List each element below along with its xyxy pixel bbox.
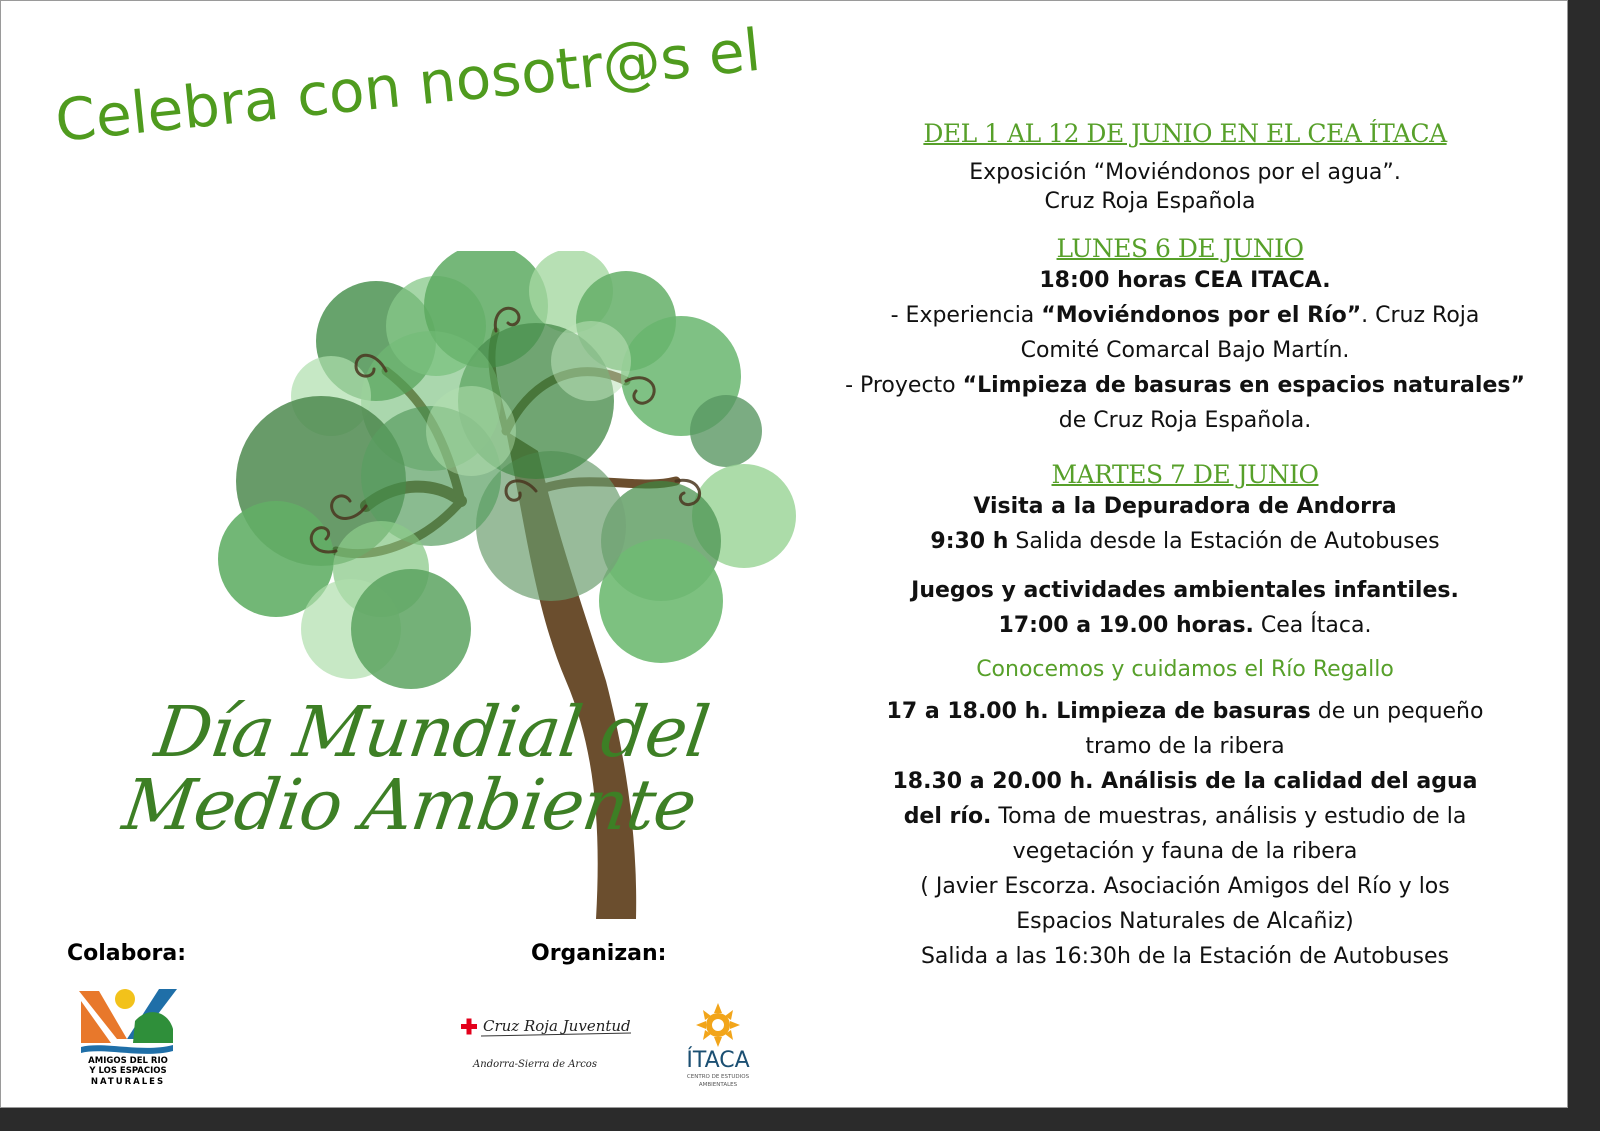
section-3-c4: del río. Toma de muestras, análisis y estudio de la	[903, 804, 1467, 829]
headline: Celebra con nosotr@s el	[52, 15, 764, 155]
section-1-heading: DEL 1 AL 12 DE JUNIO EN EL CEA ÍTACA	[923, 119, 1447, 148]
section-2-heading: LUNES 6 DE JUNIO	[1056, 234, 1304, 263]
schedule	[813, 119, 1557, 974]
section-1-12-junio	[813, 119, 1557, 216]
section-3-visit: Visita a la Depuradora de Andorra	[973, 494, 1397, 519]
section-martes	[813, 460, 1557, 974]
amigos-del-rio-logo	[73, 981, 183, 1089]
cruz-roja-juventud-logo	[453, 1011, 633, 1073]
section-2-line-4: de Cruz Roja Española.	[1058, 408, 1312, 433]
amigos-logo-text-2: Y LOS ESPACIOS	[89, 1066, 167, 1076]
event-title-line2: Medio Ambiente	[118, 763, 701, 846]
amigos-logo-text-1: AMIGOS DEL RIO	[88, 1056, 168, 1066]
cruz-roja-sub: Andorra-Sierra de Arcos	[473, 1059, 597, 1070]
section-2-line-3: - Proyecto “Limpieza de basuras en espacios naturales”	[845, 373, 1525, 398]
cruz-roja-script: Cruz Roja Juventud	[483, 1017, 631, 1035]
section-2-line-2: Comité Comarcal Bajo Martín.	[1020, 338, 1350, 363]
section-3-c3: 18.30 a 20.00 h. Análisis de la calidad del agua	[892, 769, 1478, 794]
section-3-games-time: 17:00 a 19.00 horas. Cea Ítaca.	[998, 613, 1372, 638]
section-3-c5: vegetación y fauna de la ribera	[1012, 839, 1358, 864]
organizan-label: Organizan:	[531, 941, 667, 966]
section-3-visit-time: 9:30 h Salida desde la Estación de Autobuses	[930, 529, 1440, 554]
event-title-line1: Día Mundial del	[150, 691, 714, 773]
section-3-c2: tramo de la ribera	[1085, 734, 1285, 759]
colabora-label: Colabora:	[67, 941, 187, 966]
itaca-logo	[669, 1001, 767, 1093]
section-1-line-1: Exposición “Moviéndonos por el agua”.	[969, 160, 1401, 185]
section-3-c1: 17 a 18.00 h. Limpieza de basuras de un pequeño	[886, 699, 1484, 724]
amigos-logo-text-3: NATURALES	[90, 1077, 166, 1087]
section-3-subheading: Conocemos y cuidamos el Río Regallo	[976, 657, 1394, 682]
itaca-sub-1: CENTRO DE ESTUDIOS	[686, 1074, 750, 1080]
section-3-c7: Espacios Naturales de Alcañiz)	[1016, 909, 1354, 934]
itaca-sub-2: AMBIENTALES	[698, 1082, 738, 1088]
section-3-heading: MARTES 7 DE JUNIO	[1051, 460, 1319, 489]
section-lunes	[813, 234, 1557, 438]
section-3-c6: ( Javier Escorza. Asociación Amigos del Río y los	[920, 874, 1450, 899]
tree-canopy	[218, 251, 796, 689]
section-2-time: 18:00 horas CEA ITACA.	[1039, 268, 1331, 293]
section-1-line-2: Cruz Roja Española	[1044, 189, 1256, 214]
itaca-name: ÍTACA	[686, 1048, 750, 1073]
event-title	[118, 691, 714, 846]
section-3-c8: Salida a las 16:30h de la Estación de Autobuses	[920, 944, 1450, 969]
section-3-games: Juegos y actividades ambientales infantiles.	[911, 578, 1459, 603]
section-2-line-1: - Experiencia “Moviéndonos por el Río”. Cruz Roja	[890, 303, 1480, 328]
